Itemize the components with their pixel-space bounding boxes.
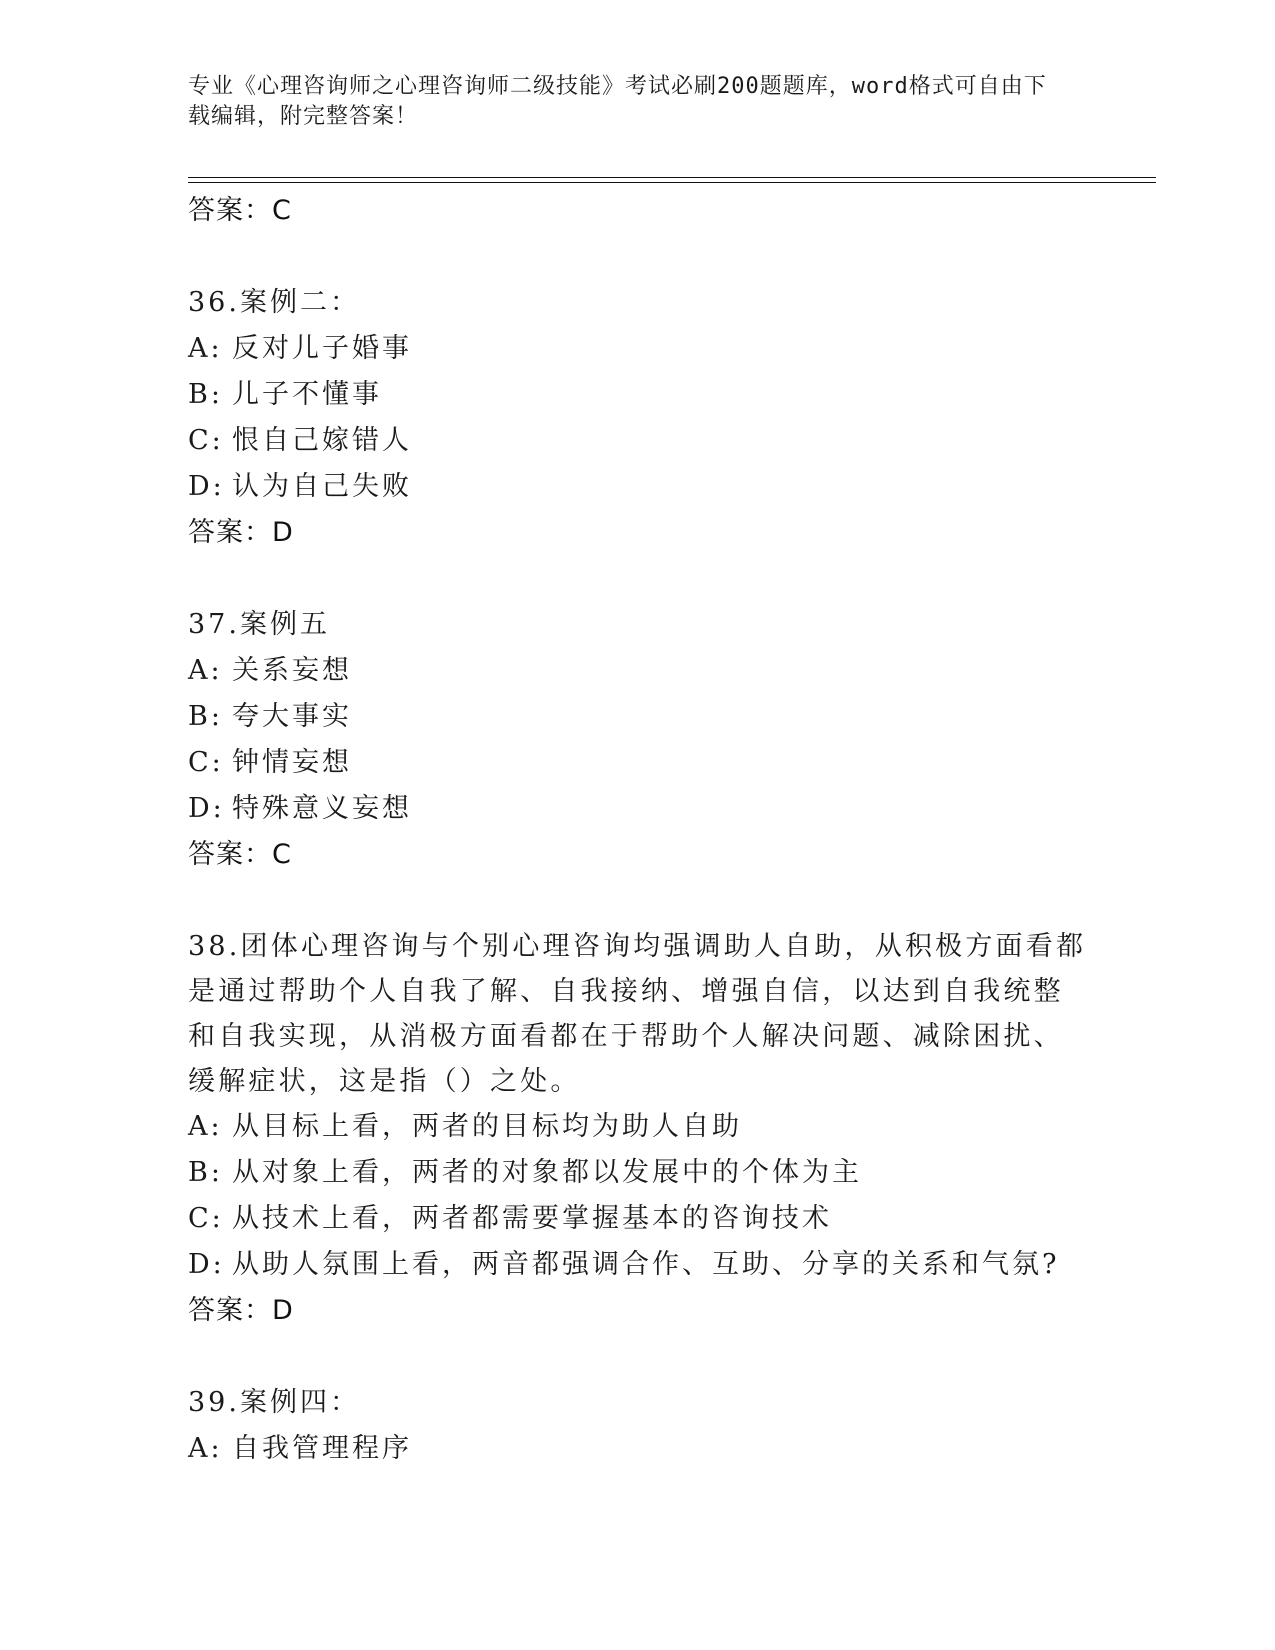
spacer xyxy=(188,556,1088,602)
option-text: 自我管理程序 xyxy=(232,1433,412,1464)
option-b xyxy=(188,694,1088,740)
option-key: A: xyxy=(188,655,223,686)
option-text: 从助人氛围上看，两音都强调合作、互助、分享的关系和气氛? xyxy=(232,1249,1060,1280)
option-text: 特殊意义妄想 xyxy=(232,793,412,824)
option-c xyxy=(188,1196,1088,1242)
option-c xyxy=(188,740,1088,786)
question-block-39 xyxy=(188,1380,1088,1472)
question-stem: 39.案例四： xyxy=(188,1387,360,1418)
answer-line: 答案：D xyxy=(188,1295,294,1326)
option-key: D: xyxy=(188,1249,225,1280)
option-b xyxy=(188,372,1088,418)
question-block-36 xyxy=(188,280,1088,556)
answer-line: 答案：C xyxy=(188,195,292,226)
option-c xyxy=(188,418,1088,464)
option-text: 儿子不懂事 xyxy=(232,379,382,410)
option-key: A: xyxy=(188,1433,223,1464)
spacer xyxy=(188,1334,1088,1380)
option-d xyxy=(188,786,1088,832)
option-key: A: xyxy=(188,333,223,364)
option-key: B: xyxy=(188,1157,223,1188)
option-key: A: xyxy=(188,1111,223,1142)
option-text: 从技术上看，两者都需要掌握基本的咨询技术 xyxy=(232,1203,832,1234)
answer-line: 答案：C xyxy=(188,839,292,870)
option-key: C: xyxy=(188,747,224,778)
option-text: 恨自己嫁错人 xyxy=(232,425,412,456)
option-d xyxy=(188,464,1088,510)
question-list xyxy=(188,188,1088,1472)
option-text: 钟情妄想 xyxy=(232,747,352,778)
option-a xyxy=(188,326,1088,372)
option-b xyxy=(188,1150,1088,1196)
option-text: 从目标上看，两者的目标均为助人自助 xyxy=(232,1111,742,1142)
question-stem: 36.案例二： xyxy=(188,287,360,318)
spacer xyxy=(188,878,1088,924)
question-stem: 38.团体心理咨询与个别心理咨询均强调助人自助，从积极方面看都是通过帮助个人自我了解、自我接纳、增强自信，以达到自我统整和自我实现，从消极方面看都在于帮助个人解决问题、减除困扰、缓解症状，这是指（）之处。 xyxy=(188,931,1087,1097)
option-key: C: xyxy=(188,425,224,456)
option-key: C: xyxy=(188,1203,224,1234)
option-text: 认为自己失败 xyxy=(232,471,412,502)
option-text: 从对象上看，两者的对象都以发展中的个体为主 xyxy=(232,1157,862,1188)
option-key: B: xyxy=(188,701,223,732)
spacer xyxy=(188,234,1088,280)
header-rule-bottom xyxy=(188,182,1156,183)
question-block-37 xyxy=(188,602,1088,878)
option-key: B: xyxy=(188,379,223,410)
option-text: 关系妄想 xyxy=(232,655,352,686)
option-d xyxy=(188,1242,1088,1288)
answer-line: 答案：D xyxy=(188,517,294,548)
option-key: D: xyxy=(188,793,225,824)
question-stem: 37.案例五 xyxy=(188,609,330,640)
option-a xyxy=(188,648,1088,694)
option-text: 夸大事实 xyxy=(232,701,352,732)
option-a xyxy=(188,1104,1088,1150)
option-text: 反对儿子婚事 xyxy=(232,333,412,364)
option-key: D: xyxy=(188,471,225,502)
header-rule-top xyxy=(188,177,1156,178)
question-block-38 xyxy=(188,924,1088,1334)
option-a xyxy=(188,1426,1088,1472)
document-header: 专业《心理咨询师之心理咨询师二级技能》考试必刷200题题库，word格式可自由下载编辑，附完整答案！ xyxy=(188,74,1047,129)
